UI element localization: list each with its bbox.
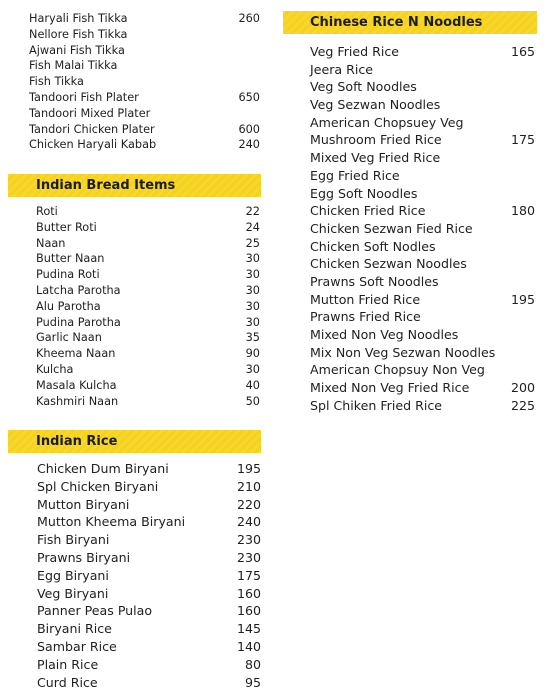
menu-item	[36, 267, 260, 283]
menu-item-name: Fish Tikka	[29, 75, 84, 89]
menu-item-price: 140	[236, 638, 261, 654]
menu-item-price: 30	[245, 283, 260, 297]
menu-item-name: Prawns Fried Rice	[310, 309, 421, 325]
menu-item-name: Alu Parotha	[36, 299, 101, 313]
menu-item-name: Naan	[36, 236, 66, 250]
menu-item-price: 180	[510, 203, 535, 219]
menu-item	[37, 585, 261, 603]
menu-item-name: Veg Biryani	[37, 585, 109, 601]
menu-item-name: Kulcha	[36, 362, 74, 376]
menu-item-name: Chicken Soft Nodles	[310, 238, 436, 254]
menu-item-price: 160	[236, 603, 261, 619]
menu-item	[37, 656, 261, 674]
menu-item-price: 90	[245, 347, 260, 361]
menu-item-price: 145	[236, 621, 261, 637]
menu-item-price: 200	[510, 380, 535, 396]
menu-item	[37, 602, 261, 620]
menu-item	[36, 204, 260, 220]
menu-item-price: 22	[245, 205, 260, 218]
menu-item-price: 600	[238, 122, 260, 136]
menu-item-price: 165	[510, 44, 535, 59]
menu-item-name: Mixed Non Veg Noodles	[310, 327, 459, 342]
menu-item	[29, 90, 260, 106]
chinese-list	[310, 43, 535, 414]
menu-item	[37, 567, 261, 585]
menu-item	[37, 478, 261, 496]
menu-item-name: Prawns Soft Noodles	[310, 273, 439, 289]
menu-item-name: Kashmiri Naan	[36, 394, 119, 408]
menu-item	[36, 283, 260, 299]
menu-item-price: 650	[238, 90, 260, 104]
menu-item-price: 95	[244, 674, 261, 690]
menu-item	[310, 255, 535, 273]
section-header-chinese	[283, 11, 537, 34]
menu-item	[36, 220, 260, 236]
menu-item	[310, 114, 535, 132]
menu-item-name: Kheema Naan	[36, 347, 116, 361]
menu-item	[29, 58, 260, 74]
menu-item-name: Plain Rice	[37, 656, 99, 672]
menu-item-name: Biryani Rice	[37, 621, 112, 637]
menu-item	[36, 394, 260, 410]
menu-item	[36, 362, 260, 378]
menu-item-price: 225	[510, 397, 535, 413]
menu-item-name: Curd Rice	[37, 674, 98, 690]
menu-item-price: 260	[238, 12, 260, 25]
menu-item-name: Egg Soft Noodles	[310, 185, 418, 201]
menu-item	[37, 674, 261, 692]
menu-item-name: Fish Malai Tikka	[29, 59, 118, 73]
menu-item-name: Mixed Veg Fried Rice	[310, 150, 441, 166]
menu-item	[310, 273, 535, 291]
menu-item-price: 240	[238, 138, 260, 152]
menu-item	[310, 43, 535, 61]
menu-item-name: Fish Biryani	[37, 532, 110, 548]
menu-item-name: Spl Chicken Biryani	[37, 478, 159, 494]
menu-item-name: Masala Kulcha	[36, 378, 117, 392]
menu-item-price: 50	[245, 394, 260, 408]
menu-item	[310, 291, 535, 309]
menu-item	[29, 27, 260, 43]
menu-item	[37, 531, 261, 549]
menu-item-price: 30	[245, 268, 260, 282]
menu-item-name: Chicken Dum Biryani	[37, 461, 169, 476]
menu-item-name: Mix Non Veg Sezwan Noodles	[310, 344, 496, 360]
menu-item-name: Veg Sezwan Noodles	[310, 97, 441, 113]
menu-item	[36, 378, 260, 394]
menu-item-name: Butter Naan	[36, 252, 105, 266]
menu-item-price: 220	[236, 496, 261, 512]
menu-item-name: Nellore Fish Tikka	[29, 27, 128, 41]
section-header-indian-rice	[8, 430, 261, 453]
menu-item-name: Latcha Parotha	[36, 283, 121, 297]
menu-item-name: Chicken Fried Rice	[310, 203, 426, 219]
menu-item-name: Sambar Rice	[37, 638, 117, 654]
menu-item-name: Tandoori Fish Plater	[29, 90, 139, 104]
menu-item-name: Chicken Haryali Kabab	[29, 138, 157, 152]
menu-item	[310, 397, 535, 415]
menu-item	[310, 149, 535, 167]
menu-item	[29, 74, 260, 90]
menu-item	[37, 549, 261, 567]
menu-item	[37, 513, 261, 531]
menu-item-price: 30	[245, 315, 260, 329]
menu-item-name: Egg Biryani	[37, 567, 109, 583]
menu-item	[36, 251, 260, 267]
menu-item-price: 24	[245, 220, 260, 234]
menu-item	[29, 11, 260, 27]
menu-item	[310, 167, 535, 185]
menu-item-name: American Chopsuey Veg	[310, 114, 464, 130]
menu-item	[310, 220, 535, 238]
menu-item	[310, 238, 535, 256]
menu-item-price: 40	[245, 378, 260, 392]
menu-item-price: 30	[245, 362, 260, 376]
menu-item-name: Veg Soft Noodles	[310, 79, 417, 95]
menu-item-name: Mutton Biryani	[37, 496, 130, 512]
menu-item	[36, 330, 260, 346]
menu-item-name: Butter Roti	[36, 220, 97, 234]
menu-item-name: Tandori Chicken Plater	[29, 122, 155, 136]
section-title: Indian Bread Items	[36, 178, 176, 193]
menu-item-price: 25	[245, 236, 260, 250]
menu-item-name: Chicken Sezwan Fied Rice	[310, 220, 473, 236]
menu-item	[310, 344, 535, 362]
menu-item	[310, 78, 535, 96]
menu-item	[37, 638, 261, 656]
menu-item-price: 230	[236, 532, 261, 548]
menu-item-name: Haryali Fish Tikka	[29, 12, 128, 25]
menu-item-price: 175	[510, 132, 535, 148]
menu-item	[310, 131, 535, 149]
menu-item-price: 230	[236, 549, 261, 565]
menu-item-name: Mixed Non Veg Fried Rice	[310, 380, 470, 396]
menu-item-name: Tandoori Mixed Plater	[29, 106, 151, 120]
section-header-indian-bread	[8, 174, 261, 197]
menu-item	[36, 236, 260, 252]
menu-item-name: Mutton Kheema Biryani	[37, 514, 186, 530]
section-title: Indian Rice	[36, 434, 118, 449]
menu-item-price: 30	[245, 299, 260, 313]
menu-item	[37, 496, 261, 514]
indian-rice-list	[37, 460, 261, 691]
menu-item	[36, 315, 260, 331]
menu-item-name: Spl Chiken Fried Rice	[310, 397, 443, 413]
menu-item-name: Panner Peas Pulao	[37, 603, 153, 619]
menu-item	[36, 299, 260, 315]
menu-item	[310, 185, 535, 203]
menu-item-name: Mutton Fried Rice	[310, 291, 421, 307]
menu-item	[310, 308, 535, 326]
menu-item-price: 30	[245, 252, 260, 266]
menu-item	[310, 96, 535, 114]
menu-item-price: 80	[244, 656, 261, 672]
menu-item	[29, 106, 260, 122]
indian-bread-list	[36, 204, 260, 409]
menu-item-price: 210	[236, 478, 261, 494]
menu-item	[310, 61, 535, 79]
menu-item-name: Garlic Naan	[36, 331, 102, 345]
menu-item-name: Mushroom Fried Rice	[310, 132, 442, 148]
menu-item-price: 175	[236, 567, 261, 583]
menu-item	[36, 346, 260, 362]
section-title: Chinese Rice N Noodles	[310, 15, 483, 30]
menu-item	[310, 202, 535, 220]
menu-item	[310, 326, 535, 344]
menu-item-name: Prawns Biryani	[37, 549, 131, 565]
menu-item-name: Pudina Roti	[36, 268, 100, 282]
menu-item	[29, 43, 260, 59]
menu-item-name: Veg Fried Rice	[310, 44, 400, 59]
menu-item-price: 240	[236, 514, 261, 530]
menu-item-name: Roti	[36, 205, 58, 218]
menu-item-name: Ajwani Fish Tikka	[29, 43, 125, 57]
menu-item-name: Jeera Rice	[310, 61, 374, 77]
menu-item-name: Egg Fried Rice	[310, 167, 400, 183]
menu-item-name: Pudina Parotha	[36, 315, 121, 329]
menu-item	[29, 122, 260, 138]
menu-item-name: American Chopsuy Non Veg	[310, 362, 485, 378]
menu-item	[310, 361, 535, 379]
menu-item-price: 160	[236, 585, 261, 601]
menu-item-name: Chicken Sezwan Noodles	[310, 256, 467, 272]
menu-item	[37, 620, 261, 638]
menu-item	[29, 137, 260, 153]
menu-item-price: 35	[245, 331, 260, 345]
menu-item	[310, 379, 535, 397]
fish-items-list	[29, 11, 260, 153]
menu-item-price: 195	[510, 291, 535, 307]
menu-item	[37, 460, 261, 478]
menu-item-price: 195	[236, 461, 261, 476]
